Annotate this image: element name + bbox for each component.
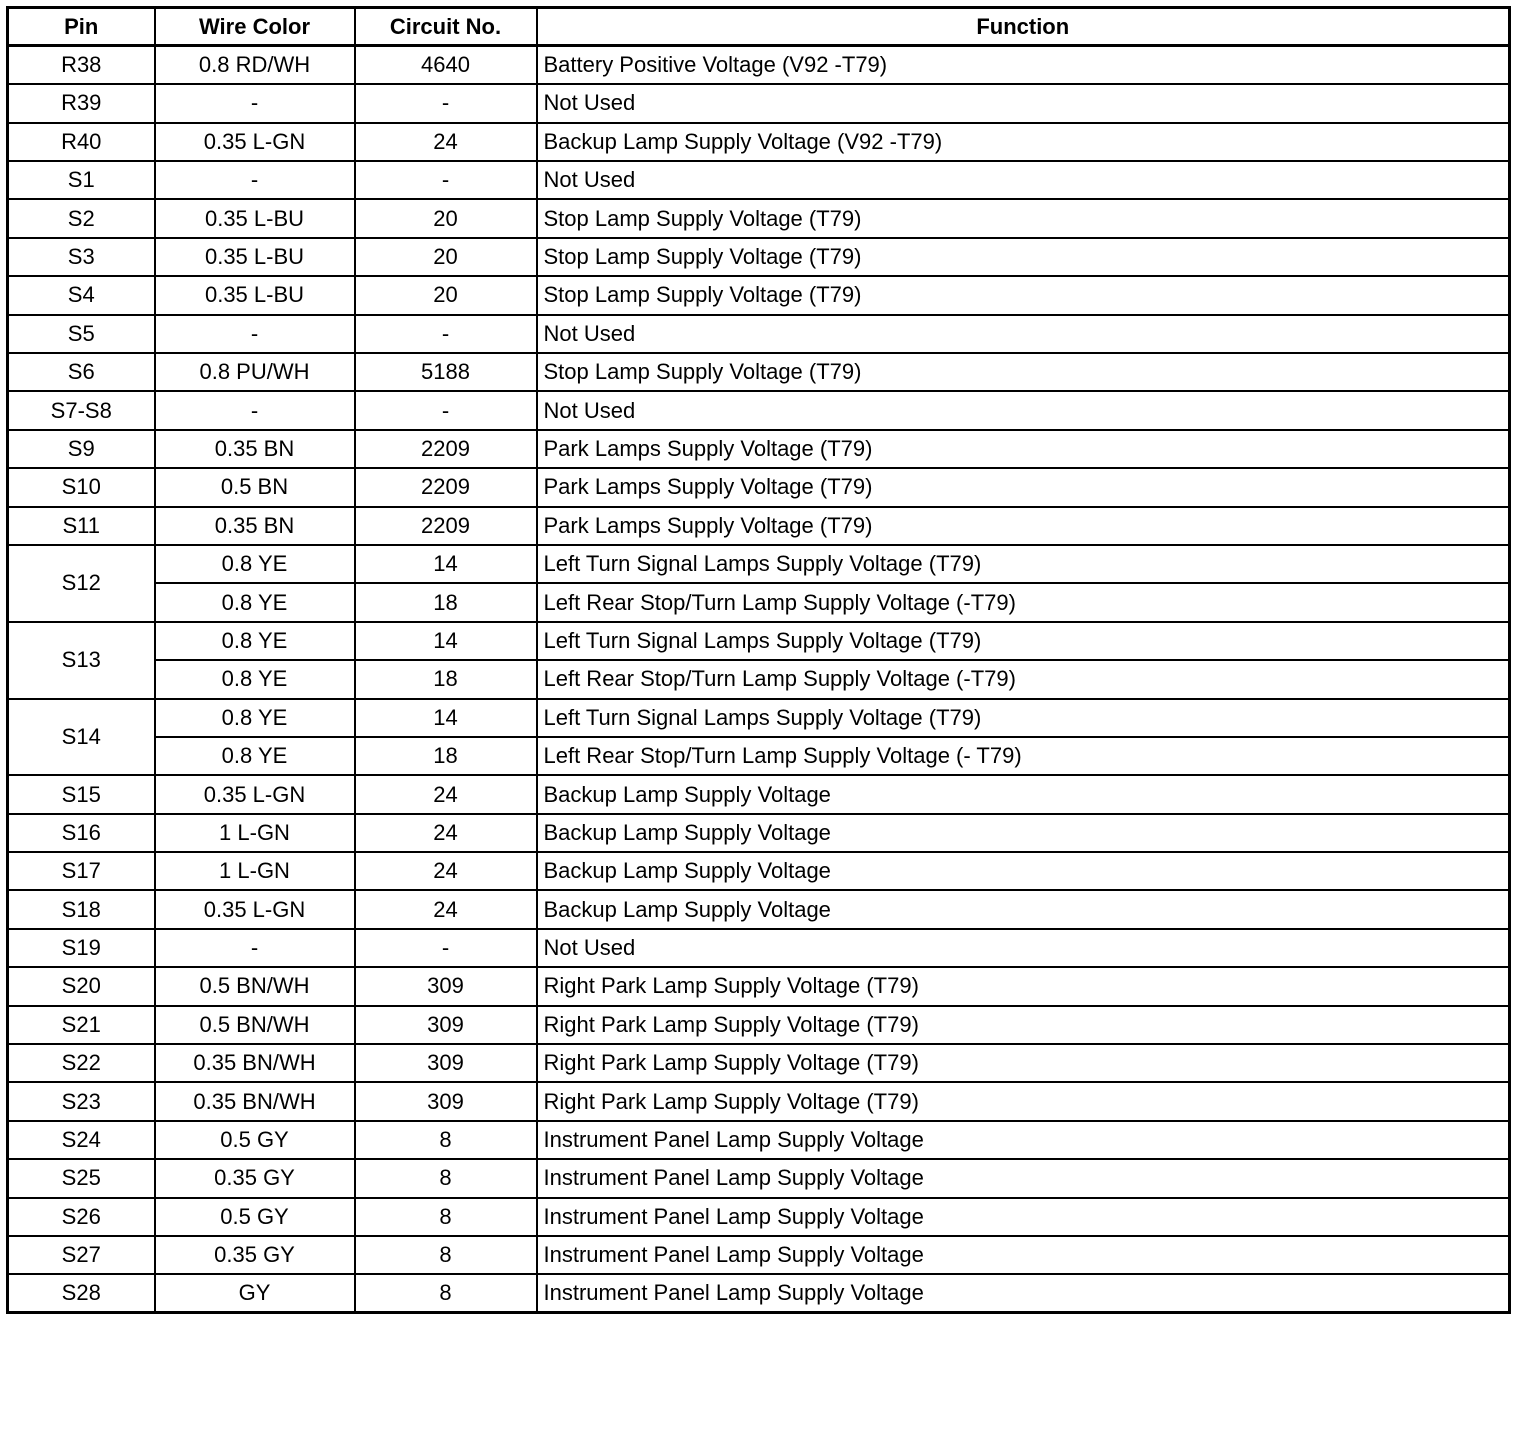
circuit-no-cell: 14 xyxy=(355,699,537,737)
function-cell: Park Lamps Supply Voltage (T79) xyxy=(537,507,1510,545)
function-cell: Left Rear Stop/Turn Lamp Supply Voltage (-T79) xyxy=(537,660,1510,698)
pin-cell: S25 xyxy=(8,1159,155,1197)
circuit-no-cell: 20 xyxy=(355,199,537,237)
circuit-no-cell: 2209 xyxy=(355,430,537,468)
table-row xyxy=(8,276,1510,314)
wire-color-cell: - xyxy=(155,315,355,353)
table-row xyxy=(8,1159,1510,1197)
pin-cell: S16 xyxy=(8,814,155,852)
wire-color-cell: 0.8 YE xyxy=(155,660,355,698)
table-row xyxy=(8,1274,1510,1312)
wire-color-cell: - xyxy=(155,391,355,429)
table-header xyxy=(8,8,1510,46)
circuit-no-cell: 24 xyxy=(355,852,537,890)
circuit-no-cell: 5188 xyxy=(355,353,537,391)
function-cell: Instrument Panel Lamp Supply Voltage xyxy=(537,1159,1510,1197)
wire-color-cell: 0.8 YE xyxy=(155,545,355,583)
circuit-no-cell: 14 xyxy=(355,622,537,660)
wire-color-cell: 0.5 BN/WH xyxy=(155,1006,355,1044)
header-circuit-no: Circuit No. xyxy=(355,8,537,46)
function-cell: Right Park Lamp Supply Voltage (T79) xyxy=(537,967,1510,1005)
wire-color-cell: 0.35 GY xyxy=(155,1236,355,1274)
circuit-no-cell: 24 xyxy=(355,775,537,813)
function-cell: Backup Lamp Supply Voltage xyxy=(537,852,1510,890)
function-cell: Instrument Panel Lamp Supply Voltage xyxy=(537,1121,1510,1159)
function-cell: Battery Positive Voltage (V92 -T79) xyxy=(537,46,1510,84)
circuit-no-cell: 4640 xyxy=(355,46,537,84)
pin-cell: S11 xyxy=(8,507,155,545)
pin-cell: S21 xyxy=(8,1006,155,1044)
table-row xyxy=(8,775,1510,813)
pin-cell: S18 xyxy=(8,890,155,928)
pin-cell: R38 xyxy=(8,46,155,84)
pin-cell: S17 xyxy=(8,852,155,890)
table-row xyxy=(8,468,1510,506)
circuit-no-cell: 309 xyxy=(355,967,537,1005)
circuit-no-cell: 24 xyxy=(355,814,537,852)
function-cell: Not Used xyxy=(537,84,1510,122)
circuit-no-cell: 18 xyxy=(355,660,537,698)
table-row xyxy=(8,353,1510,391)
wire-color-cell: - xyxy=(155,161,355,199)
circuit-no-cell: - xyxy=(355,315,537,353)
table-row xyxy=(8,391,1510,429)
pin-cell: S5 xyxy=(8,315,155,353)
wire-color-cell: 0.8 YE xyxy=(155,737,355,775)
wire-color-cell: 0.5 BN xyxy=(155,468,355,506)
function-cell: Right Park Lamp Supply Voltage (T79) xyxy=(537,1082,1510,1120)
wire-color-cell: 0.8 YE xyxy=(155,699,355,737)
function-cell: Instrument Panel Lamp Supply Voltage xyxy=(537,1198,1510,1236)
circuit-no-cell: 8 xyxy=(355,1274,537,1312)
function-cell: Right Park Lamp Supply Voltage (T79) xyxy=(537,1006,1510,1044)
pin-cell: S1 xyxy=(8,161,155,199)
pin-cell: S2 xyxy=(8,199,155,237)
table-row xyxy=(8,929,1510,967)
pin-cell: S4 xyxy=(8,276,155,314)
function-cell: Instrument Panel Lamp Supply Voltage xyxy=(537,1236,1510,1274)
table-row xyxy=(8,852,1510,890)
pin-cell: S3 xyxy=(8,238,155,276)
table-row xyxy=(8,1121,1510,1159)
header-function: Function xyxy=(537,8,1510,46)
table-row xyxy=(8,1198,1510,1236)
function-cell: Park Lamps Supply Voltage (T79) xyxy=(537,468,1510,506)
table-row xyxy=(8,315,1510,353)
wire-color-cell: 0.8 PU/WH xyxy=(155,353,355,391)
function-cell: Left Turn Signal Lamps Supply Voltage (T79) xyxy=(537,545,1510,583)
pin-cell: R40 xyxy=(8,123,155,161)
wire-color-cell: 0.35 L-BU xyxy=(155,238,355,276)
circuit-no-cell: 14 xyxy=(355,545,537,583)
circuit-no-cell: 2209 xyxy=(355,507,537,545)
wire-color-cell: 0.35 BN xyxy=(155,430,355,468)
wire-color-cell: - xyxy=(155,84,355,122)
header-wire-color: Wire Color xyxy=(155,8,355,46)
connector-pinout-table xyxy=(6,6,1511,1314)
table-row xyxy=(8,1082,1510,1120)
function-cell: Left Turn Signal Lamps Supply Voltage (T79) xyxy=(537,622,1510,660)
function-cell: Not Used xyxy=(537,315,1510,353)
circuit-no-cell: - xyxy=(355,84,537,122)
function-cell: Left Turn Signal Lamps Supply Voltage (T79) xyxy=(537,699,1510,737)
circuit-no-cell: - xyxy=(355,391,537,429)
function-cell: Stop Lamp Supply Voltage (T79) xyxy=(537,276,1510,314)
function-cell: Right Park Lamp Supply Voltage (T79) xyxy=(537,1044,1510,1082)
wire-color-cell: 0.8 YE xyxy=(155,622,355,660)
circuit-no-cell: 8 xyxy=(355,1159,537,1197)
function-cell: Backup Lamp Supply Voltage (V92 -T79) xyxy=(537,123,1510,161)
wire-color-cell: 0.35 BN/WH xyxy=(155,1044,355,1082)
wire-color-cell: 0.35 L-BU xyxy=(155,199,355,237)
function-cell: Stop Lamp Supply Voltage (T79) xyxy=(537,353,1510,391)
table-row xyxy=(8,890,1510,928)
pin-cell: S14 xyxy=(8,699,155,776)
circuit-no-cell: 8 xyxy=(355,1121,537,1159)
circuit-no-cell: 8 xyxy=(355,1198,537,1236)
table-row xyxy=(8,660,1510,698)
pin-cell: S24 xyxy=(8,1121,155,1159)
wire-color-cell: 0.35 L-BU xyxy=(155,276,355,314)
function-cell: Backup Lamp Supply Voltage xyxy=(537,814,1510,852)
circuit-no-cell: - xyxy=(355,161,537,199)
table-row xyxy=(8,46,1510,84)
wire-color-cell: 0.5 BN/WH xyxy=(155,967,355,1005)
function-cell: Instrument Panel Lamp Supply Voltage xyxy=(537,1274,1510,1312)
wire-color-cell: 0.35 BN/WH xyxy=(155,1082,355,1120)
pin-cell: R39 xyxy=(8,84,155,122)
pin-cell: S15 xyxy=(8,775,155,813)
function-cell: Stop Lamp Supply Voltage (T79) xyxy=(537,238,1510,276)
pin-cell: S10 xyxy=(8,468,155,506)
wire-color-cell: 0.5 GY xyxy=(155,1121,355,1159)
table-row xyxy=(8,123,1510,161)
table-row xyxy=(8,1006,1510,1044)
function-cell: Backup Lamp Supply Voltage xyxy=(537,775,1510,813)
function-cell: Backup Lamp Supply Voltage xyxy=(537,890,1510,928)
wire-color-cell: GY xyxy=(155,1274,355,1312)
circuit-no-cell: 18 xyxy=(355,737,537,775)
function-cell: Not Used xyxy=(537,161,1510,199)
table-row xyxy=(8,699,1510,737)
function-cell: Stop Lamp Supply Voltage (T79) xyxy=(537,199,1510,237)
table-row xyxy=(8,622,1510,660)
circuit-no-cell: 20 xyxy=(355,238,537,276)
circuit-no-cell: 18 xyxy=(355,583,537,621)
pin-cell: S23 xyxy=(8,1082,155,1120)
table-row xyxy=(8,737,1510,775)
pin-cell: S20 xyxy=(8,967,155,1005)
wire-color-cell: 0.8 RD/WH xyxy=(155,46,355,84)
table-row xyxy=(8,161,1510,199)
pin-cell: S6 xyxy=(8,353,155,391)
pin-cell: S22 xyxy=(8,1044,155,1082)
connector-pinout-table-container xyxy=(6,6,1508,1314)
pin-cell: S9 xyxy=(8,430,155,468)
table-row xyxy=(8,238,1510,276)
pin-cell: S12 xyxy=(8,545,155,622)
circuit-no-cell: 309 xyxy=(355,1082,537,1120)
function-cell: Park Lamps Supply Voltage (T79) xyxy=(537,430,1510,468)
pin-cell: S13 xyxy=(8,622,155,699)
wire-color-cell: 0.35 L-GN xyxy=(155,775,355,813)
wire-color-cell: 0.35 L-GN xyxy=(155,890,355,928)
pin-cell: S26 xyxy=(8,1198,155,1236)
function-cell: Not Used xyxy=(537,391,1510,429)
function-cell: Not Used xyxy=(537,929,1510,967)
wire-color-cell: 0.35 GY xyxy=(155,1159,355,1197)
circuit-no-cell: 309 xyxy=(355,1006,537,1044)
function-cell: Left Rear Stop/Turn Lamp Supply Voltage (- T79) xyxy=(537,737,1510,775)
pin-cell: S19 xyxy=(8,929,155,967)
table-row xyxy=(8,545,1510,583)
pin-cell: S7-S8 xyxy=(8,391,155,429)
table-row xyxy=(8,84,1510,122)
table-row xyxy=(8,1236,1510,1274)
table-row xyxy=(8,967,1510,1005)
wire-color-cell: 0.35 L-GN xyxy=(155,123,355,161)
table-row xyxy=(8,814,1510,852)
wire-color-cell: - xyxy=(155,929,355,967)
table-body xyxy=(8,46,1510,1313)
header-row xyxy=(8,8,1510,46)
circuit-no-cell: 8 xyxy=(355,1236,537,1274)
table-row xyxy=(8,430,1510,468)
table-row xyxy=(8,583,1510,621)
pin-cell: S28 xyxy=(8,1274,155,1312)
circuit-no-cell: 2209 xyxy=(355,468,537,506)
wire-color-cell: 0.5 GY xyxy=(155,1198,355,1236)
wire-color-cell: 0.8 YE xyxy=(155,583,355,621)
circuit-no-cell: 24 xyxy=(355,890,537,928)
function-cell: Left Rear Stop/Turn Lamp Supply Voltage (-T79) xyxy=(537,583,1510,621)
circuit-no-cell: - xyxy=(355,929,537,967)
table-row xyxy=(8,199,1510,237)
header-pin: Pin xyxy=(8,8,155,46)
table-row xyxy=(8,1044,1510,1082)
wire-color-cell: 1 L-GN xyxy=(155,814,355,852)
pin-cell: S27 xyxy=(8,1236,155,1274)
wire-color-cell: 1 L-GN xyxy=(155,852,355,890)
table-row xyxy=(8,507,1510,545)
wire-color-cell: 0.35 BN xyxy=(155,507,355,545)
circuit-no-cell: 24 xyxy=(355,123,537,161)
circuit-no-cell: 20 xyxy=(355,276,537,314)
circuit-no-cell: 309 xyxy=(355,1044,537,1082)
